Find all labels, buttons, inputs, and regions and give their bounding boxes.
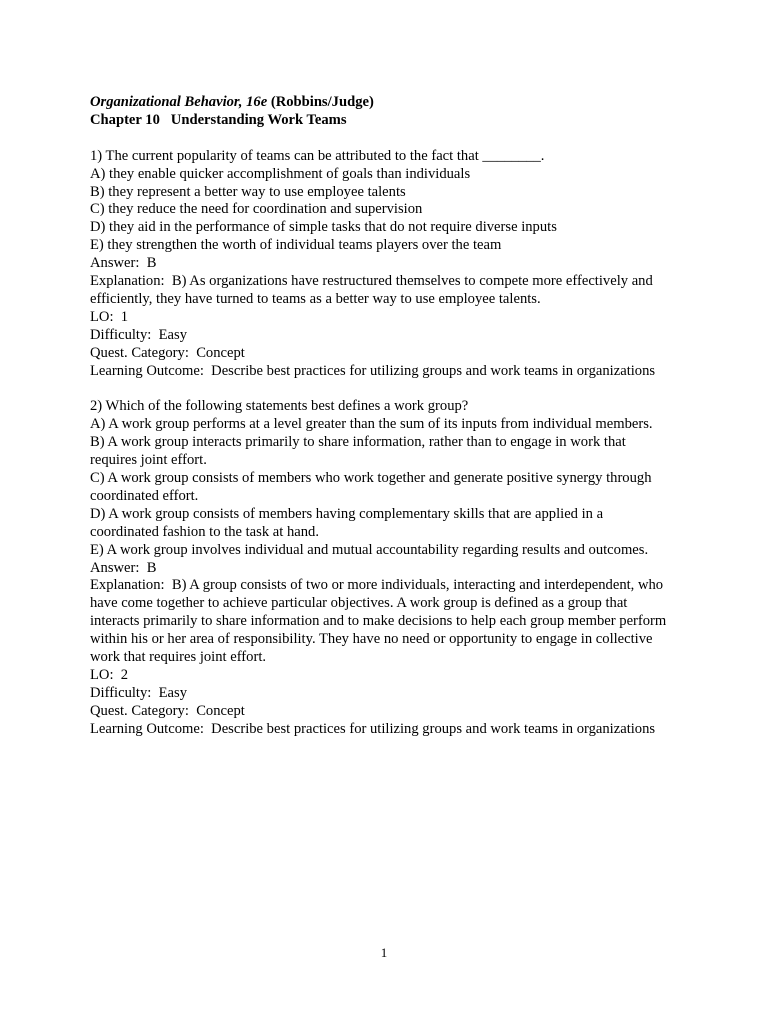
explanation: Explanation: B) A group consists of two or more individuals, interacting and interdependent, who have come together to achieve particular objectives. A work group is defined as a group that interacts primarily to share information and to make decisions to help each group member perform within his or her area of responsibility. They have no need or opportunity to engage in collective work that requires joint effort.: [90, 577, 670, 666]
difficulty: Difficulty: Easy: [90, 684, 188, 701]
question-stem: 2) Which of the following statements best defines a work group?: [90, 398, 469, 415]
option-d: D) they aid in the performance of simple tasks that do not require diverse inputs: [90, 219, 557, 236]
chapter-title: Chapter 10 Understanding Work Teams: [90, 111, 347, 128]
spacer: [90, 380, 690, 398]
learning-objective: LO: 2: [90, 666, 129, 683]
option-e: E) A work group involves individual and mutual accountability regarding results and outcomes.: [90, 541, 649, 558]
option-c: C) they reduce the need for coordination and supervision: [90, 201, 423, 218]
question-category: Quest. Category: Concept: [90, 344, 245, 361]
book-authors: (Robbins/Judge): [267, 94, 374, 110]
question-block-2: [90, 398, 690, 738]
explanation: Explanation: B) As organizations have restructured themselves to compete more effectively and efficiently, they have turned to teams as a better way to use employee talents.: [90, 273, 657, 307]
learning-outcome: Learning Outcome: Describe best practices for utilizing groups and work teams in organizations: [90, 720, 656, 737]
question-category: Quest. Category: Concept: [90, 702, 245, 719]
question-block-1: [90, 148, 690, 381]
answer: Answer: B: [90, 255, 157, 272]
learning-outcome: Learning Outcome: Describe best practices for utilizing groups and work teams in organizations: [90, 362, 656, 379]
document-body: [90, 94, 690, 739]
option-a: A) they enable quicker accomplishment of goals than individuals: [90, 165, 471, 182]
question-stem: 1) The current popularity of teams can be attributed to the fact that ________.: [90, 147, 545, 164]
spacer: [90, 130, 690, 148]
difficulty: Difficulty: Easy: [90, 326, 188, 343]
option-e: E) they strengthen the worth of individual teams players over the team: [90, 237, 502, 254]
page-number: 1: [380, 945, 388, 960]
option-d: D) A work group consists of members having complementary skills that are applied in a coordinated fashion to the task at hand.: [90, 505, 604, 540]
learning-objective: LO: 1: [90, 308, 129, 325]
option-c: C) A work group consists of members who work together and generate positive synergy through coordinated effort.: [90, 470, 652, 504]
answer: Answer: B: [90, 559, 157, 576]
option-b: B) A work group interacts primarily to share information, rather than to engage in work that requires joint effort.: [90, 434, 626, 469]
option-a: A) A work group performs at a level greater than the sum of its inputs from individual members.: [90, 416, 653, 433]
book-title-line: [90, 94, 690, 112]
option-b: B) they represent a better way to use employee talents: [90, 183, 406, 200]
book-title: Organizational Behavior, 16e: [90, 94, 268, 110]
